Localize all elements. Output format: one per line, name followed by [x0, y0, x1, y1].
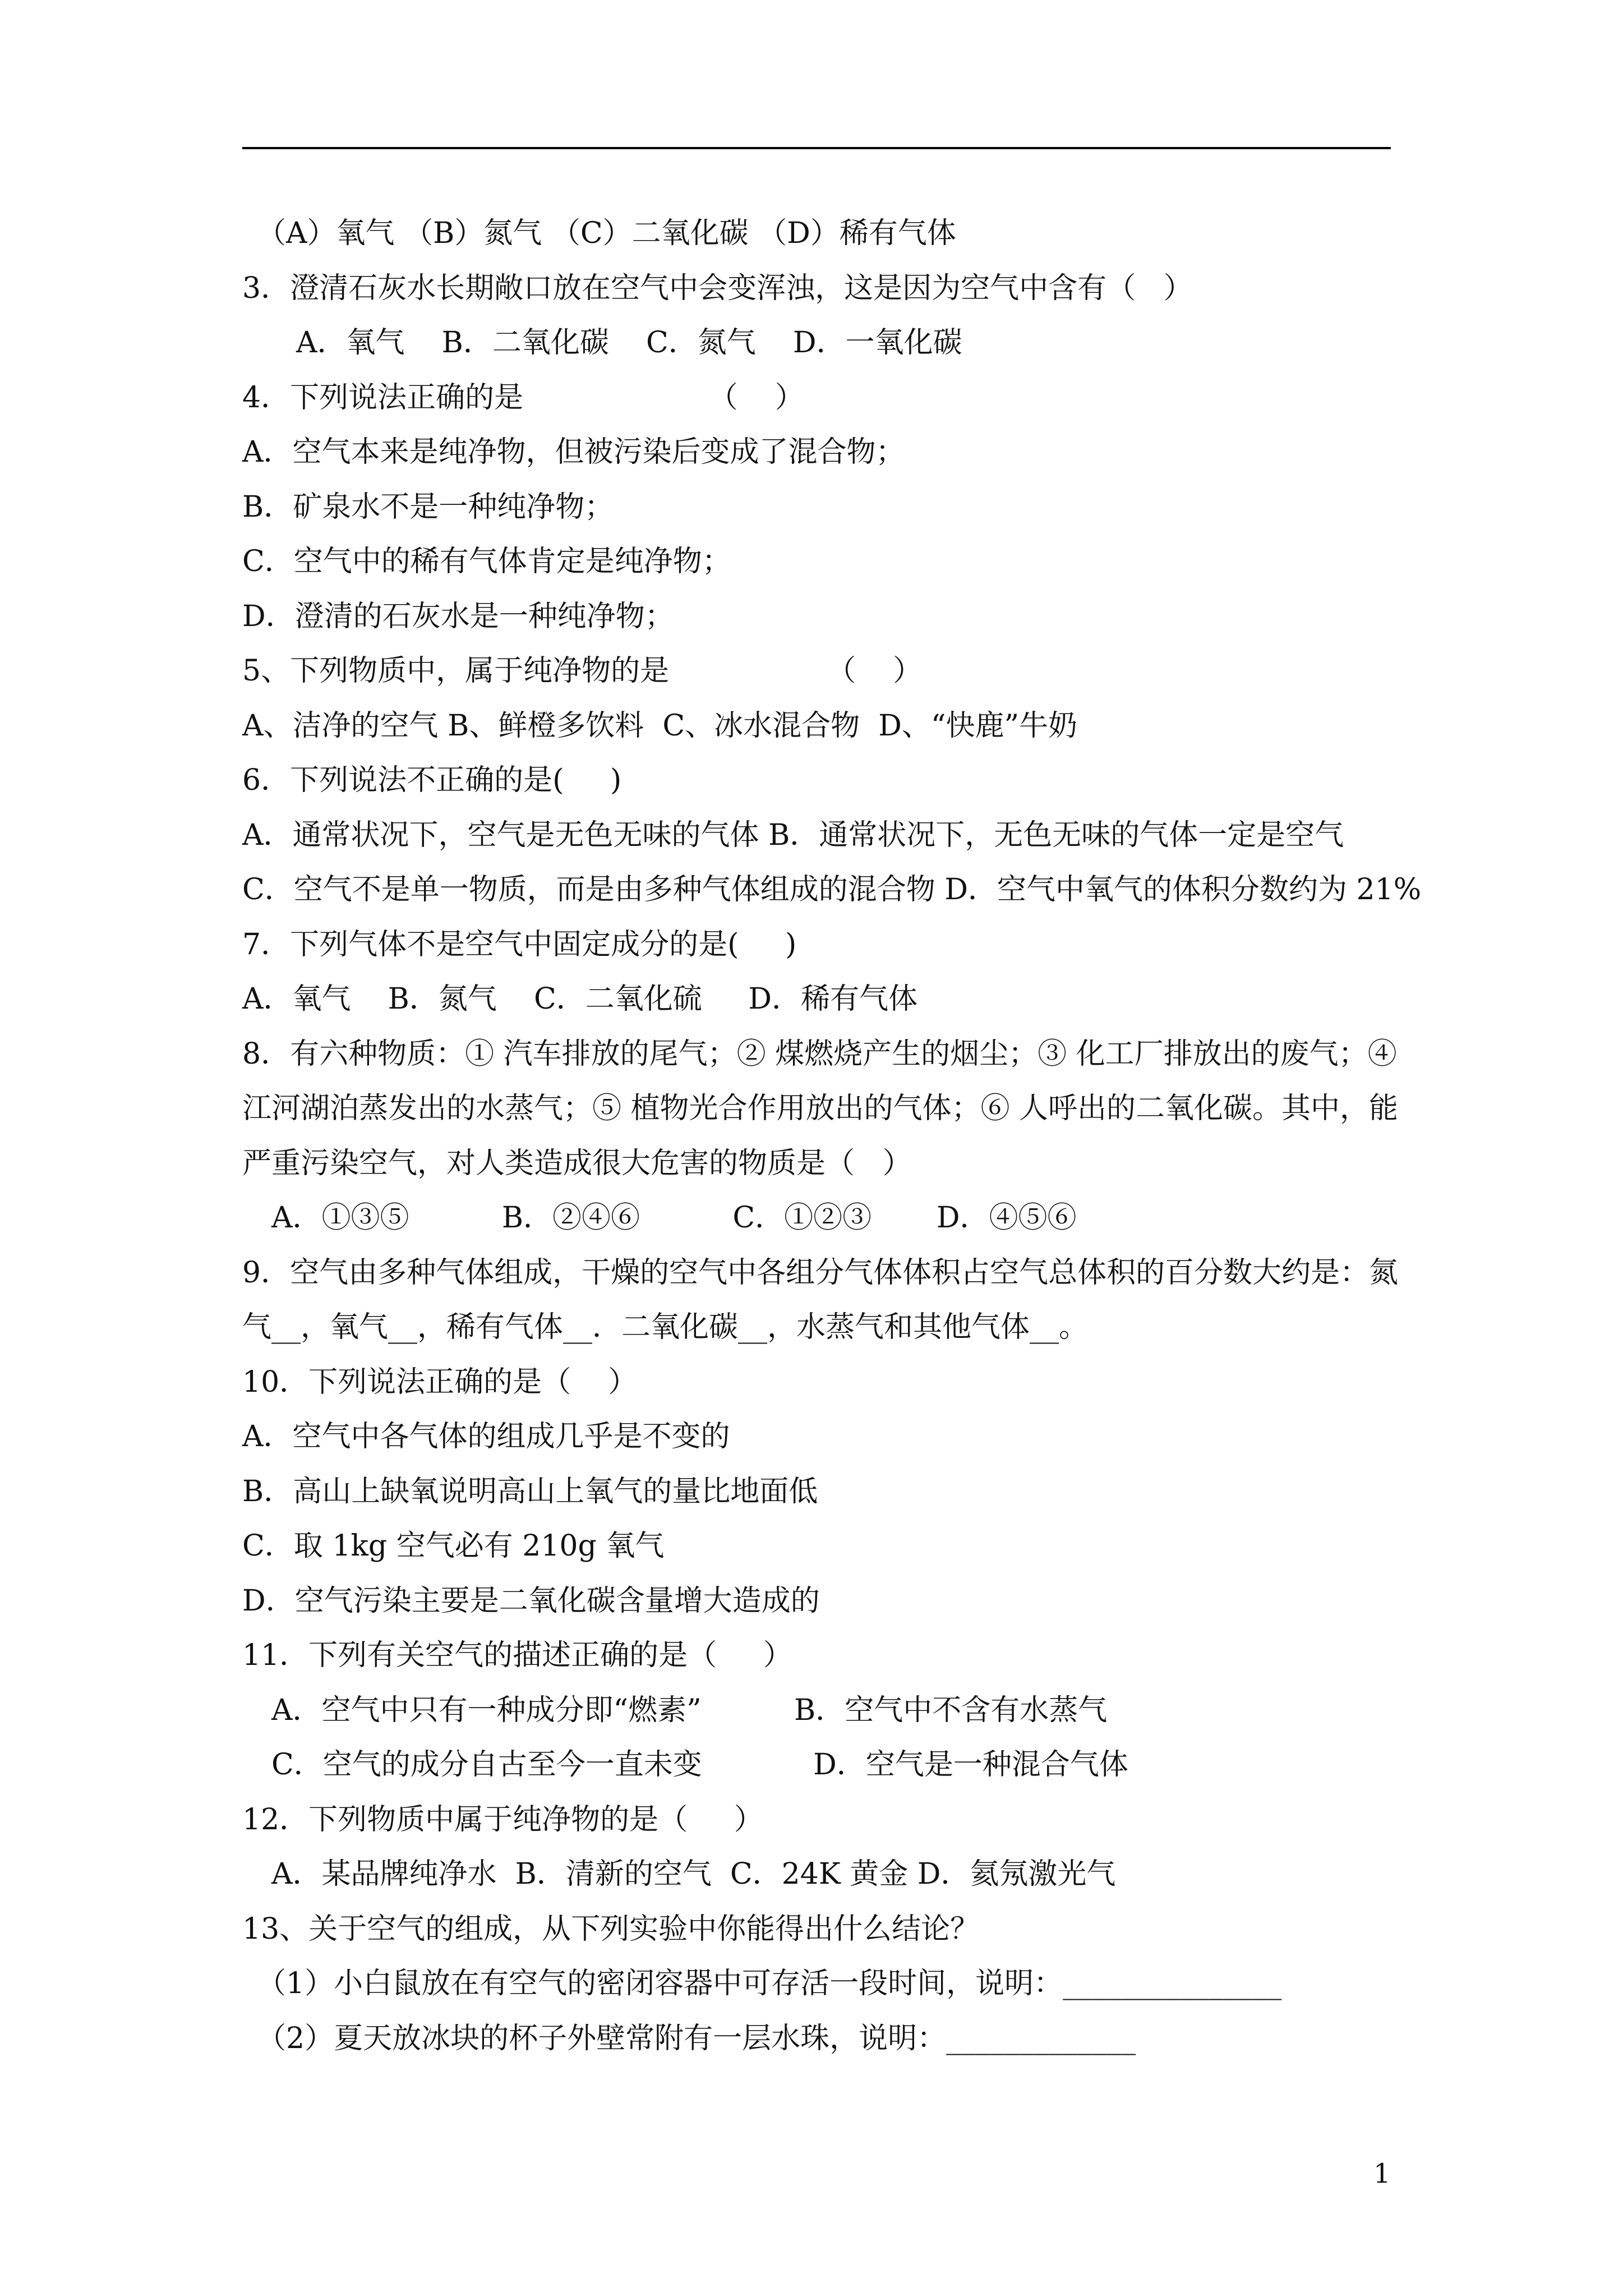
- question-3: 3．澄清石灰水长期敞口放在空气中会变浑浊，这是因为空气中含有（ ）: [242, 271, 1193, 305]
- question-7-options: A．氧气 B．氮气 C．二氧化硫 D．稀有气体: [242, 982, 918, 1016]
- question-8-continued: 严重污染空气，对人类造成很大危害的物质是（ ）: [242, 1146, 912, 1180]
- question-13-part-1: （1）小白鼠放在有空气的密闭容器中可存活一段时间，说明：_______________: [257, 1967, 1282, 2000]
- question-4-option-c: C．空气中的稀有气体肯定是纯净物；: [242, 545, 731, 578]
- question-13: 13、关于空气的组成，从下列实验中你能得出什么结论？: [242, 1912, 980, 1946]
- question-11-options-ab: A．空气中只有一种成分即“燃素” B．空气中不含有水蒸气: [271, 1693, 1108, 1727]
- question-4-option-b: B．矿泉水不是一种纯净物；: [242, 490, 614, 524]
- text-line: （A）氧气 （B）氮气 （C）二氧化碳 （D）稀有气体: [257, 217, 956, 250]
- header-rule: [242, 147, 1391, 149]
- question-3-options: A．氧气 B．二氧化碳 C．氮气 D．一氧化碳: [296, 326, 962, 360]
- page-number: 1: [1373, 2158, 1391, 2189]
- question-12: 12．下列物质中属于纯净物的是（ ）: [242, 1802, 763, 1837]
- question-5: 5、下列物质中，属于纯净物的是 （ ）: [242, 654, 923, 688]
- question-8-continued: 江河湖泊蒸发出的水蒸气；⑤ 植物光合作用放出的气体；⑥ 人呼出的二氧化碳。其中，能: [242, 1092, 1399, 1125]
- question-10-option-a: A．空气中各气体的组成几乎是不变的: [242, 1420, 730, 1453]
- question-6-options-cd: C．空气不是单一物质，而是由多种气体组成的混合物 D．空气中氧气的体积分数约为 21%: [242, 873, 1422, 907]
- question-11-options-cd: C．空气的成分自古至今一直未变 D．空气是一种混合气体: [271, 1748, 1128, 1782]
- question-9-continued: 气__，氧气__，稀有气体__．二氧化碳__，水蒸气和其他气体__。: [242, 1310, 1089, 1344]
- question-10-option-b: B．高山上缺氧说明高山上氧气的量比地面低: [242, 1474, 818, 1508]
- question-4-option-d: D．澄清的石灰水是一种纯净物；: [242, 599, 674, 633]
- question-4-option-a: A．空气本来是纯净物，但被污染后变成了混合物；: [242, 435, 905, 469]
- question-6-options-ab: A．通常状况下，空气是无色无味的气体 B．通常状况下，无色无味的气体一定是空气: [242, 818, 1344, 852]
- question-10-option-d: D．空气污染主要是二氧化碳含量增大造成的: [242, 1584, 820, 1618]
- question-10-option-c: C．取 1kg 空气必有 210g 氧气: [242, 1529, 665, 1563]
- question-11: 11．下列有关空气的描述正确的是（ ）: [242, 1639, 792, 1672]
- question-12-options: A．某品牌纯净水 B．清新的空气 C．24K 黄金 D．氦氖激光气: [271, 1857, 1116, 1891]
- document-body: [242, 206, 1422, 2066]
- question-13-part-2: （2）夏天放冰块的杯子外壁常附有一层水珠，说明：_____________: [257, 2021, 1136, 2055]
- question-7: 7．下列气体不是空气中固定成分的是( ): [242, 927, 797, 961]
- question-8: 8．有六种物质：① 汽车排放的尾气；② 煤燃烧产生的烟尘；③ 化工厂排放出的废气；④: [242, 1037, 1397, 1071]
- question-4: 4．下列说法正确的是 （ ）: [242, 380, 804, 415]
- question-9: 9．空气由多种气体组成，干燥的空气中各组分气体体积占空气总体积的百分数大约是：氮: [242, 1255, 1399, 1290]
- question-5-options: A、洁净的空气 B、鲜橙多饮料 C、冰水混合物 D、“快鹿”牛奶: [242, 708, 1078, 743]
- question-6: 6．下列说法不正确的是( ): [242, 763, 622, 797]
- question-8-options: A．①③⑤ B．②④⑥ C．①②③ D．④⑤⑥: [271, 1201, 1077, 1235]
- question-10: 10．下列说法正确的是（ ）: [242, 1365, 638, 1399]
